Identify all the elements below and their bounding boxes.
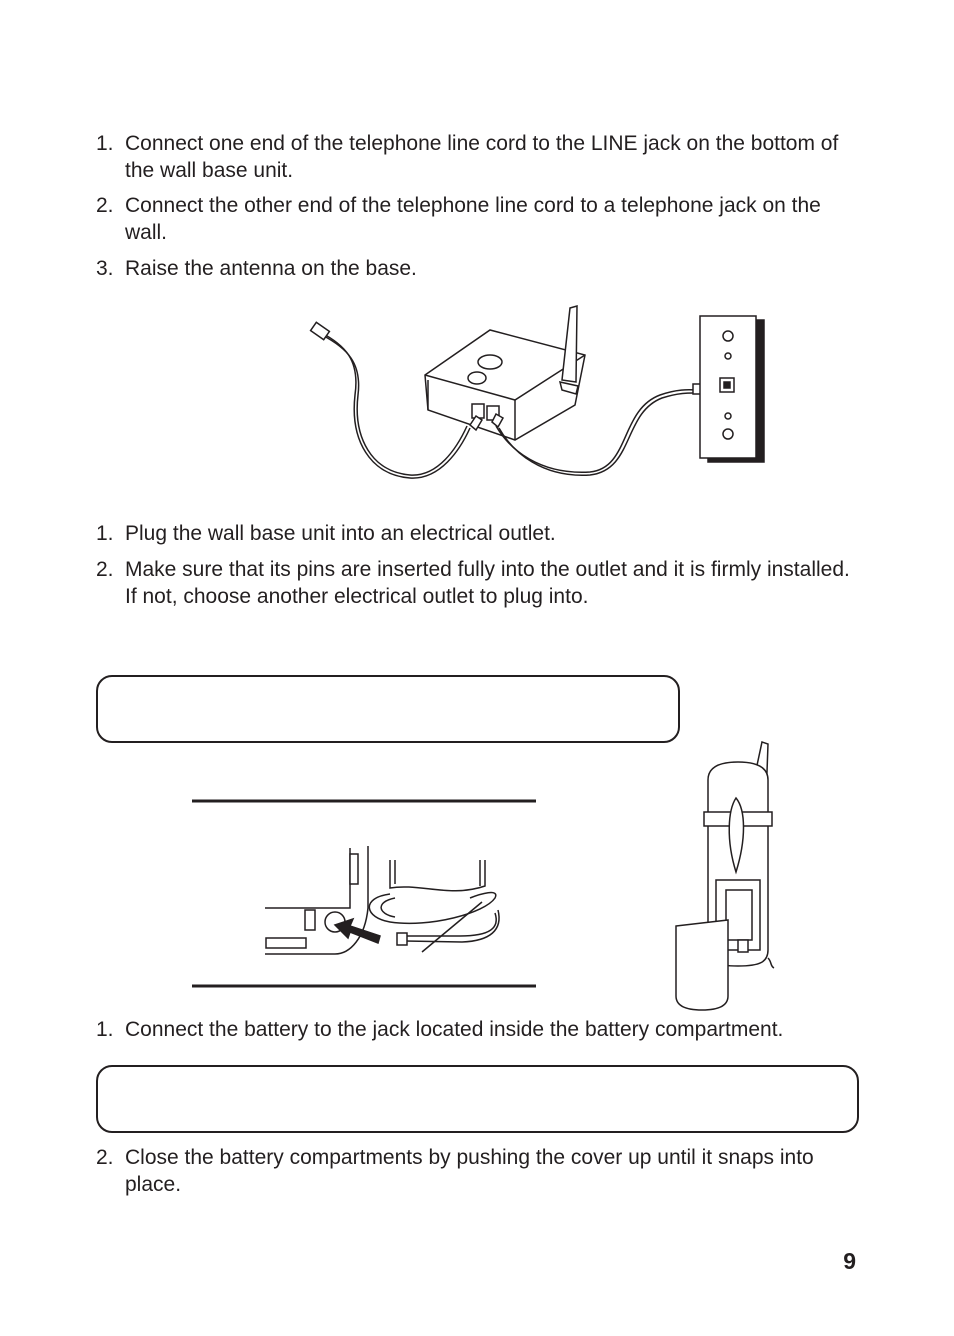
power-step-2 — [96, 556, 866, 610]
step-text: Plug the wall base unit into an electrical outlet. — [125, 522, 556, 545]
empty-callout-box — [96, 675, 680, 743]
step-number: 3. — [96, 257, 114, 280]
step-text: Close the battery compartments by pushing the cover up until it snaps into place. — [125, 1146, 814, 1196]
step-number: 2. — [96, 558, 114, 581]
step-number: 2. — [96, 1146, 114, 1169]
battery-step-2 — [96, 1144, 866, 1198]
handset-battery-cover-illustration — [668, 740, 788, 1012]
step-text: Connect the battery to the jack located inside the battery compartment. — [125, 1018, 784, 1041]
power-step-1 — [96, 520, 866, 547]
step-number: 1. — [96, 1018, 114, 1041]
step-number: 1. — [96, 132, 114, 155]
step-text: Connect one end of the telephone line cord to the LINE jack on the bottom of the wall base unit. — [125, 132, 839, 182]
base-unit-wall-jack-illustration — [300, 300, 770, 500]
battery-step-1 — [96, 1016, 886, 1043]
page-number: 9 — [843, 1248, 856, 1274]
battery-jack-detail-illustration — [190, 798, 538, 990]
phone-line-step-3 — [96, 255, 866, 282]
step-text: Connect the other end of the telephone line cord to a telephone jack on the wall. — [125, 194, 821, 244]
phone-line-step-2 — [96, 192, 866, 246]
step-text: Make sure that its pins are inserted fully into the outlet and it is firmly installed. If not, choose another electrical outlet to plug into. — [125, 558, 850, 608]
empty-callout-box — [96, 1065, 859, 1133]
phone-line-step-1 — [96, 130, 866, 184]
step-number: 2. — [96, 194, 114, 217]
step-text: Raise the antenna on the base. — [125, 257, 417, 280]
step-number: 1. — [96, 522, 114, 545]
